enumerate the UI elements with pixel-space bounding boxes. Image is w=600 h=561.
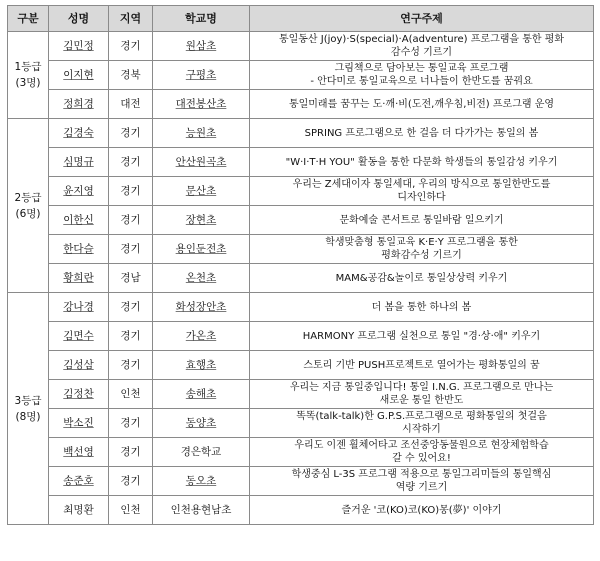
award-table	[7, 5, 594, 525]
header-row	[8, 6, 594, 32]
name-cell: 황희란	[49, 264, 109, 293]
school-cell: 동오초	[153, 467, 250, 496]
name-cell: 강나경	[49, 293, 109, 322]
region-cell: 경기	[109, 438, 153, 467]
topic-line: 새로운 통일 한반도	[379, 395, 464, 406]
topic-cell	[250, 351, 594, 380]
topic-line: 시작하기	[402, 424, 441, 435]
name-cell: 송준호	[49, 467, 109, 496]
topic-line: 그림책으로 담아보는 통일교육 프로그램	[334, 63, 509, 74]
grade-cell	[8, 293, 49, 525]
topic-cell	[250, 148, 594, 177]
table-row	[8, 496, 594, 525]
school-cell: 용인둔전초	[153, 235, 250, 264]
header-school: 학교명	[153, 6, 250, 32]
region-cell: 인천	[109, 380, 153, 409]
school-cell: 경은학교	[153, 438, 250, 467]
topic-line: 평화감수성 기르기	[381, 250, 462, 261]
topic-cell	[250, 496, 594, 525]
school-cell: 효행초	[153, 351, 250, 380]
header-name: 성명	[49, 6, 109, 32]
name-cell: 김성삼	[49, 351, 109, 380]
school-cell: 화성장안초	[153, 293, 250, 322]
table-row	[8, 380, 594, 409]
topic-cell	[250, 322, 594, 351]
topic-cell	[250, 177, 594, 206]
region-cell: 경기	[109, 351, 153, 380]
topic-line: - 안다미로 통일교육으로 너나들이 한반도를 꿈꿔요	[310, 76, 533, 87]
table-row	[8, 322, 594, 351]
topic-cell	[250, 206, 594, 235]
region-cell: 경기	[109, 148, 153, 177]
topic-line: 학생맞춤형 통일교육 K·E·Y 프로그램을 통한	[325, 237, 518, 248]
name-cell: 최명환	[49, 496, 109, 525]
grade-label: 3등급	[14, 394, 42, 407]
topic-line: 즐거운 '코(KO)코(KO)몽(夢)' 이야기	[341, 504, 502, 516]
topic-line: SPRING 프로그램으로 한 걸음 더 다가가는 통일의 봄	[304, 127, 539, 139]
table-row	[8, 90, 594, 119]
grade-cell	[8, 119, 49, 293]
topic-line: "W·I·T·H YOU" 활동을 통한 다문화 학생들의 통일감성 키우기	[285, 156, 558, 168]
school-cell: 인천용현남초	[153, 496, 250, 525]
region-cell: 경기	[109, 409, 153, 438]
table-row	[8, 438, 594, 467]
region-cell: 경기	[109, 119, 153, 148]
topic-line: 똑똑(talk-talk)한 G.P.S.프로그램으로 평화통일의 첫걸음	[296, 411, 547, 422]
topic-line: 통일동산 J(joy)·S(special)·A(adventure) 프로그램을 통한 평화	[278, 34, 565, 45]
topic-cell	[250, 90, 594, 119]
region-cell: 인천	[109, 496, 153, 525]
name-cell: 한다슬	[49, 235, 109, 264]
region-cell: 경남	[109, 264, 153, 293]
region-cell: 경기	[109, 206, 153, 235]
grade-label: 2등급	[14, 191, 42, 204]
grade-count: (3명)	[15, 77, 41, 89]
name-cell: 심명규	[49, 148, 109, 177]
school-cell: 안산원곡초	[153, 148, 250, 177]
topic-line: 문화예술 콘서트로 통일바람 일으키기	[339, 214, 504, 226]
school-cell: 온천초	[153, 264, 250, 293]
topic-cell	[250, 235, 594, 264]
topic-line: 감수성 기르기	[390, 47, 453, 58]
topic-cell	[250, 380, 594, 409]
table-row	[8, 467, 594, 496]
topic-cell	[250, 467, 594, 496]
topic-line: 스토리 기반 PUSH프로젝트로 열어가는 평화통일의 꿈	[303, 359, 540, 371]
name-cell: 이지현	[49, 61, 109, 90]
table-row	[8, 177, 594, 206]
name-cell: 정희경	[49, 90, 109, 119]
region-cell: 경기	[109, 467, 153, 496]
table-row	[8, 206, 594, 235]
school-cell: 구평초	[153, 61, 250, 90]
school-cell: 문산초	[153, 177, 250, 206]
grade-label: 1등급	[14, 61, 42, 73]
region-cell: 경기	[109, 235, 153, 264]
grade-cell	[8, 32, 49, 119]
table-row	[8, 409, 594, 438]
table-row	[8, 119, 594, 148]
topic-cell	[250, 293, 594, 322]
table-row	[8, 351, 594, 380]
region-cell: 대전	[109, 90, 153, 119]
topic-line: 디자인하다	[397, 192, 446, 203]
name-cell: 김민정	[49, 32, 109, 61]
name-cell: 백선영	[49, 438, 109, 467]
region-cell: 경기	[109, 322, 153, 351]
header-category: 구분	[8, 6, 49, 32]
region-cell: 경기	[109, 177, 153, 206]
table-row	[8, 264, 594, 293]
header-region: 지역	[109, 6, 153, 32]
name-cell: 김경숙	[49, 119, 109, 148]
school-cell: 장현초	[153, 206, 250, 235]
region-cell: 경북	[109, 61, 153, 90]
header-topic: 연구주제	[250, 6, 594, 32]
school-cell: 동양초	[153, 409, 250, 438]
topic-cell	[250, 61, 594, 90]
topic-line: MAM&공감&놀이로 통일상상력 키우기	[335, 272, 508, 284]
region-cell: 경기	[109, 32, 153, 61]
topic-line: 우리는 Z세대이자 통일세대, 우리의 방식으로 통일한반도를	[292, 179, 551, 190]
table-row	[8, 235, 594, 264]
topic-cell	[250, 32, 594, 61]
school-cell: 가온초	[153, 322, 250, 351]
topic-line: 학생중심 L-3S 프로그램 적용으로 통일그리미들의 통일핵심	[291, 469, 552, 480]
name-cell: 김면수	[49, 322, 109, 351]
topic-line: 갈 수 있어요!	[392, 453, 451, 464]
name-cell: 이한신	[49, 206, 109, 235]
table-row	[8, 61, 594, 90]
topic-line: 더 봄을 통한 하나의 봄	[371, 301, 472, 313]
school-cell: 능원초	[153, 119, 250, 148]
school-cell: 대전봉산초	[153, 90, 250, 119]
table-row	[8, 148, 594, 177]
topic-cell	[250, 438, 594, 467]
name-cell: 윤지영	[49, 177, 109, 206]
topic-cell	[250, 264, 594, 293]
school-cell: 원삼초	[153, 32, 250, 61]
table-row	[8, 293, 594, 322]
grade-count: (8명)	[15, 410, 41, 423]
topic-cell	[250, 119, 594, 148]
school-cell: 송해초	[153, 380, 250, 409]
topic-cell	[250, 409, 594, 438]
topic-line: 우리도 이젠 휠체어타고 조선중앙동물원으로 현장체험학습	[294, 440, 549, 451]
region-cell: 경기	[109, 293, 153, 322]
topic-line: 우리는 지금 통일중입니다! 통일 I.N.G. 프로그램으로 만나는	[289, 382, 554, 393]
topic-line: HARMONY 프로그램 실천으로 통일 "경·상·애" 키우기	[302, 330, 541, 342]
grade-count: (6명)	[15, 207, 41, 220]
topic-line: 역량 기르기	[395, 482, 448, 493]
table-row	[8, 32, 594, 61]
name-cell: 김정찬	[49, 380, 109, 409]
name-cell: 박소진	[49, 409, 109, 438]
topic-line: 통일미래를 꿈꾸는 도·깨·비(도전,깨우침,비전) 프로그램 운영	[288, 98, 555, 110]
